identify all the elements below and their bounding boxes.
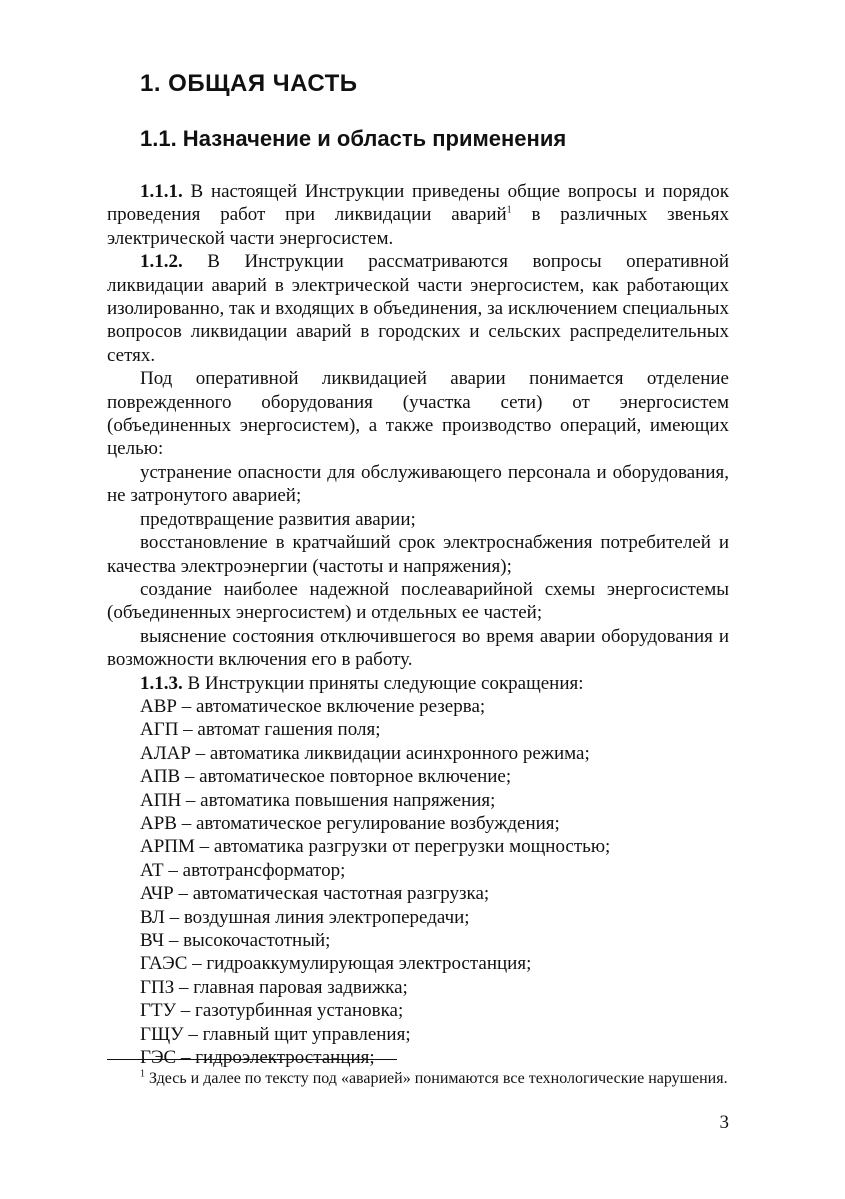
goal-item: устранение опасности для обслуживающего персонала и оборудования, не затронутого аварией; [107, 461, 729, 507]
body-text [107, 180, 729, 1069]
paragraph-1-1-2 [107, 250, 729, 367]
abbreviation-item: АПН – автоматика повышения напряжения; [140, 789, 496, 811]
paragraph-definition: Под оперативной ликвидацией аварии понимается отделение поврежденного оборудования (участка сети) от энергосистем (объединенных энергосистем), а также производство операций, имеющих целью: [107, 368, 729, 460]
abbreviation-item: ГТУ – газотурбинная установка; [140, 1000, 404, 1022]
paragraph-text: В Инструкции приняты следующие сокращения: [182, 672, 584, 694]
abbreviation-list [107, 695, 729, 1070]
paragraph-1-1-3 [107, 672, 729, 695]
goal-item: предотвращение развития аварии; [140, 508, 416, 530]
abbreviation-item: АЛАР – автоматика ликвидации асинхронного режима; [140, 742, 590, 764]
goal-item: создание наиболее надежной послеаварийной схемы энергосистемы (объединенных энергосистем) и отдельных ее частей; [107, 578, 729, 624]
abbreviation-item: ВЧ – высокочастотный; [140, 930, 331, 951]
abbreviation-item: АВР – автоматическое включение резерва; [140, 695, 486, 717]
footnote-text: Здесь и далее по тексту под «аварией» понимаются все технологические нарушения. [145, 1070, 728, 1087]
footnote-divider [107, 1059, 397, 1060]
footnote [107, 1068, 729, 1089]
goal-item: восстановление в кратчайший срок электроснабжения потребителей и качества электроэнергии (частоты и напряжения); [107, 532, 729, 577]
abbreviation-item: АРВ – автоматическое регулирование возбуждения; [140, 812, 560, 834]
abbreviation-item: ГПЗ – главная паровая задвижка; [140, 976, 408, 998]
abbreviation-item: ГЭС – гидроэлектростанция; [140, 1047, 375, 1069]
page-number: 3 [719, 1112, 729, 1133]
chapter-heading: 1. ОБЩАЯ ЧАСТЬ [140, 70, 358, 97]
abbreviation-item: ГЩУ – главный щит управления; [140, 1023, 411, 1045]
abbreviation-item: ВЛ – воздушная линия электропередачи; [140, 906, 470, 928]
paragraph-1-1-1 [107, 180, 729, 250]
abbreviation-item: ГАЭС – гидроаккумулирующая электростанция; [140, 953, 532, 975]
clause-number: 1.1.3. [140, 672, 183, 694]
abbreviation-item: АПВ – автоматическое повторное включение; [140, 766, 512, 788]
abbreviation-item: АТ – автотрансформатор; [140, 859, 346, 881]
footnote-ref[interactable]: 1 [506, 205, 512, 217]
clause-number: 1.1.1. [140, 181, 183, 202]
paragraph-text: в различных звеньях электрической части энергосистем. [107, 204, 729, 249]
abbreviation-item: АЧР – автоматическая частотная разгрузка; [140, 883, 490, 905]
goal-item: выяснение состояния отключившегося во время аварии оборудования и возможности включения его в работу. [107, 625, 729, 671]
paragraph-text: В Инструкции рассматриваются вопросы оперативной ликвидации аварий в электрической части энергосистем, как работающих изолированно, так и входящих в объединения, за исключением специальных вопросов ликвидации аварий в городских и сельских распределительных сетях. [107, 251, 729, 366]
footnote-mark: 1 [140, 1068, 145, 1080]
paragraph-text: В настоящей Инструкции приведены общие вопросы и порядок проведения работ при ликвидации аварий [107, 181, 729, 226]
abbreviation-item: АРПМ – автоматика разгрузки от перегрузки мощностью; [140, 836, 611, 858]
section-heading: 1.1. Назначение и область применения [140, 126, 567, 151]
clause-number: 1.1.2. [140, 251, 183, 273]
abbreviation-item: АГП – автомат гашения поля; [140, 719, 381, 741]
